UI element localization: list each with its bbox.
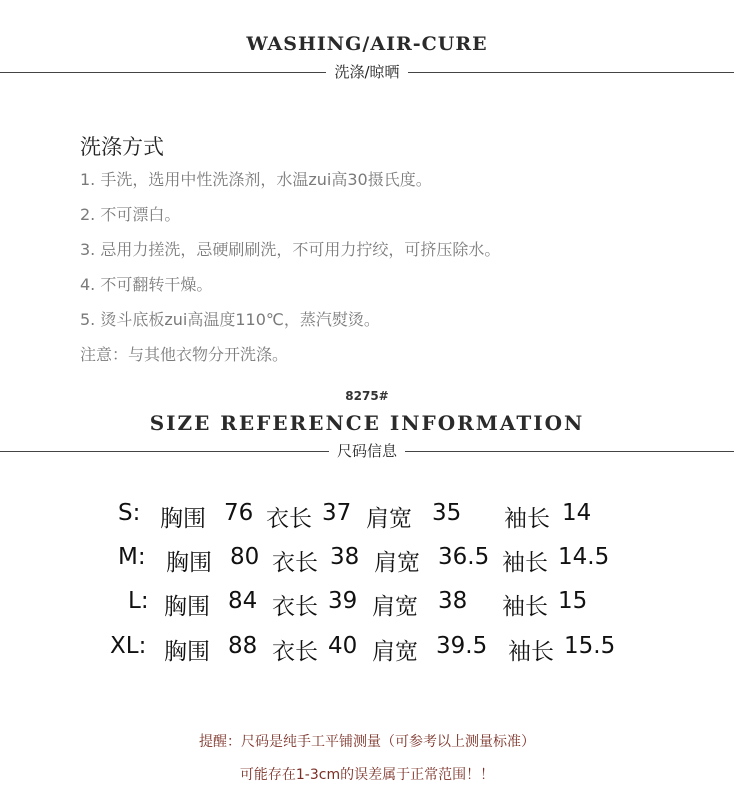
washing-title-cn: 洗涤/晾晒 xyxy=(326,63,407,81)
size-row-s xyxy=(0,500,734,536)
shoulder-label: 肩宽 xyxy=(372,639,418,665)
shoulder-label: 肩宽 xyxy=(372,594,418,620)
shoulder-value: 36.5 xyxy=(438,544,490,570)
sleeve-label: 袖长 xyxy=(508,639,554,665)
bust-label: 胸围 xyxy=(164,639,210,665)
sleeve-value: 15.5 xyxy=(564,633,616,659)
washing-heading: 洗涤方式 xyxy=(80,135,164,159)
shoulder-value: 35 xyxy=(432,500,462,526)
style-number: 8275# xyxy=(345,389,389,403)
tolerance-note: 可能存在1-3cm的误差属于正常范围！！ xyxy=(239,767,495,783)
bust-value: 84 xyxy=(228,588,258,614)
shoulder-label: 肩宽 xyxy=(374,550,420,576)
size-label: XL: xyxy=(110,633,147,659)
length-label: 衣长 xyxy=(272,594,318,620)
length-label: 衣长 xyxy=(272,550,318,576)
washing-divider xyxy=(0,62,734,82)
sleeve-value: 15 xyxy=(558,588,588,614)
washing-note: 注意：与其他衣物分开洗涤。 xyxy=(80,345,289,364)
size-row-l xyxy=(0,588,734,624)
sleeve-value: 14.5 xyxy=(558,544,610,570)
washing-line: 5. 烫斗底板zui高温度110℃，蒸汽熨烫。 xyxy=(80,310,380,329)
size-row-xl xyxy=(0,633,734,669)
length-value: 38 xyxy=(330,544,360,570)
sleeve-value: 14 xyxy=(562,500,592,526)
sleeve-label: 袖长 xyxy=(502,594,548,620)
bust-label: 胸围 xyxy=(166,550,212,576)
shoulder-value: 39.5 xyxy=(436,633,488,659)
length-value: 39 xyxy=(328,588,358,614)
washing-line: 4. 不可翻转干燥。 xyxy=(80,275,213,294)
size-title-cn: 尺码信息 xyxy=(329,442,405,460)
bust-value: 76 xyxy=(224,500,254,526)
bust-label: 胸围 xyxy=(164,594,210,620)
washing-line: 2. 不可漂白。 xyxy=(80,205,181,224)
length-value: 40 xyxy=(328,633,358,659)
shoulder-value: 38 xyxy=(438,588,468,614)
size-label: M: xyxy=(118,544,146,570)
sleeve-label: 袖长 xyxy=(502,550,548,576)
bust-value: 80 xyxy=(230,544,260,570)
bust-value: 88 xyxy=(228,633,258,659)
length-label: 衣长 xyxy=(266,506,312,532)
washing-title-en: WASHING/AIR-CURE xyxy=(246,33,488,55)
washing-line: 1. 手洗，选用中性洗涤剂，水温zui高30摄氏度。 xyxy=(80,170,432,189)
shoulder-label: 肩宽 xyxy=(366,506,412,532)
size-title-en: SIZE REFERENCE INFORMATION xyxy=(149,411,585,435)
washing-line: 3. 忌用力搓洗，忌硬刷刷洗，不可用力拧绞，可挤压除水。 xyxy=(80,240,501,259)
sleeve-label: 袖长 xyxy=(504,506,550,532)
size-label: L: xyxy=(128,588,149,614)
size-divider xyxy=(0,441,734,461)
size-label: S: xyxy=(118,500,141,526)
measurement-note: 提醒：尺码是纯手工平铺测量（可参考以上测量标准） xyxy=(199,734,535,750)
length-label: 衣长 xyxy=(272,639,318,665)
bust-label: 胸围 xyxy=(160,506,206,532)
size-row-m xyxy=(0,544,734,580)
length-value: 37 xyxy=(322,500,352,526)
